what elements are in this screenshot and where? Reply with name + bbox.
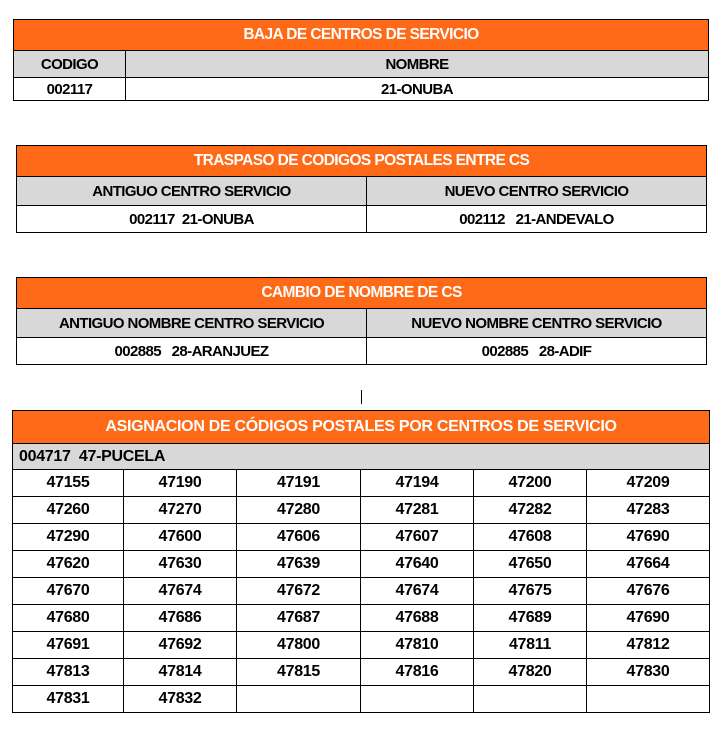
postal-code-row [13, 551, 710, 578]
postal-code-cell: 47832 [124, 686, 237, 713]
postal-code-cell: 47680 [13, 605, 124, 632]
postal-code-cell: 47282 [474, 497, 587, 524]
cambio-nuevo: 002885 28-ADIF [367, 338, 707, 365]
postal-code-cell: 47687 [237, 605, 361, 632]
postal-code-cell [361, 686, 474, 713]
postal-code-row [13, 524, 710, 551]
postal-code-cell: 47830 [587, 659, 710, 686]
cambio-title: CAMBIO DE NOMBRE DE CS [17, 278, 707, 309]
traspaso-table [16, 145, 707, 233]
postal-code-cell: 47606 [237, 524, 361, 551]
postal-code-cell: 47200 [474, 470, 587, 497]
postal-code-cell: 47280 [237, 497, 361, 524]
postal-code-cell: 47270 [124, 497, 237, 524]
postal-code-cell: 47816 [361, 659, 474, 686]
postal-code-cell: 47639 [237, 551, 361, 578]
cambio-table [16, 277, 707, 365]
postal-code-row [13, 632, 710, 659]
postal-code-cell: 47813 [13, 659, 124, 686]
postal-code-cell: 47672 [237, 578, 361, 605]
baja-nombre: 21-ONUBA [126, 78, 709, 101]
postal-code-cell: 47690 [587, 605, 710, 632]
postal-code-cell: 47675 [474, 578, 587, 605]
postal-code-cell: 47608 [474, 524, 587, 551]
cambio-col-antiguo: ANTIGUO NOMBRE CENTRO SERVICIO [17, 309, 367, 338]
postal-code-cell: 47690 [587, 524, 710, 551]
baja-table [13, 19, 709, 101]
cambio-antiguo: 002885 28-ARANJUEZ [17, 338, 367, 365]
postal-code-cell: 47812 [587, 632, 710, 659]
postal-code-row [13, 497, 710, 524]
postal-code-cell: 47815 [237, 659, 361, 686]
postal-code-cell: 47664 [587, 551, 710, 578]
postal-code-cell: 47820 [474, 659, 587, 686]
postal-code-cell: 47689 [474, 605, 587, 632]
postal-code-cell: 47620 [13, 551, 124, 578]
postal-code-cell: 47607 [361, 524, 474, 551]
postal-code-cell: 47191 [237, 470, 361, 497]
asignacion-centro: 004717 47-PUCELA [13, 444, 710, 470]
postal-code-cell: 47209 [587, 470, 710, 497]
postal-code-cell: 47692 [124, 632, 237, 659]
postal-code-cell: 47190 [124, 470, 237, 497]
traspaso-nuevo: 002112 21-ANDEVALO [367, 206, 707, 233]
postal-code-cell: 47674 [124, 578, 237, 605]
postal-code-row [13, 659, 710, 686]
baja-title: BAJA DE CENTROS DE SERVICIO [14, 20, 709, 51]
postal-code-cell: 47194 [361, 470, 474, 497]
postal-code-cell: 47691 [13, 632, 124, 659]
postal-code-cell: 47800 [237, 632, 361, 659]
postal-code-cell: 47290 [13, 524, 124, 551]
postal-code-row [13, 686, 710, 713]
postal-code-cell: 47670 [13, 578, 124, 605]
asignacion-title: ASIGNACION DE CÓDIGOS POSTALES POR CENTROS DE SERVICIO [13, 411, 710, 444]
cambio-col-nuevo: NUEVO NOMBRE CENTRO SERVICIO [367, 309, 707, 338]
postal-code-cell: 47676 [587, 578, 710, 605]
traspaso-col-antiguo: ANTIGUO CENTRO SERVICIO [17, 177, 367, 206]
postal-code-cell [474, 686, 587, 713]
baja-col-nombre: NOMBRE [126, 51, 709, 78]
asignacion-table [12, 410, 710, 713]
baja-col-codigo: CODIGO [14, 51, 126, 78]
postal-code-row [13, 578, 710, 605]
postal-code-row [13, 605, 710, 632]
postal-code-cell: 47260 [13, 497, 124, 524]
postal-code-cell: 47281 [361, 497, 474, 524]
traspaso-col-nuevo: NUEVO CENTRO SERVICIO [367, 177, 707, 206]
postal-code-cell: 47831 [13, 686, 124, 713]
separator-line [361, 390, 362, 404]
traspaso-title: TRASPASO DE CODIGOS POSTALES ENTRE CS [17, 146, 707, 177]
postal-code-cell: 47814 [124, 659, 237, 686]
postal-code-cell: 47600 [124, 524, 237, 551]
postal-code-cell: 47630 [124, 551, 237, 578]
postal-code-cell: 47688 [361, 605, 474, 632]
postal-code-cell [237, 686, 361, 713]
postal-code-row [13, 470, 710, 497]
baja-codigo: 002117 [14, 78, 126, 101]
postal-code-cell: 47283 [587, 497, 710, 524]
postal-code-cell: 47650 [474, 551, 587, 578]
postal-code-cell: 47811 [474, 632, 587, 659]
postal-code-cell [587, 686, 710, 713]
postal-code-cell: 47640 [361, 551, 474, 578]
postal-code-cell: 47674 [361, 578, 474, 605]
postal-code-cell: 47810 [361, 632, 474, 659]
postal-code-cell: 47155 [13, 470, 124, 497]
traspaso-antiguo: 002117 21-ONUBA [17, 206, 367, 233]
postal-code-cell: 47686 [124, 605, 237, 632]
